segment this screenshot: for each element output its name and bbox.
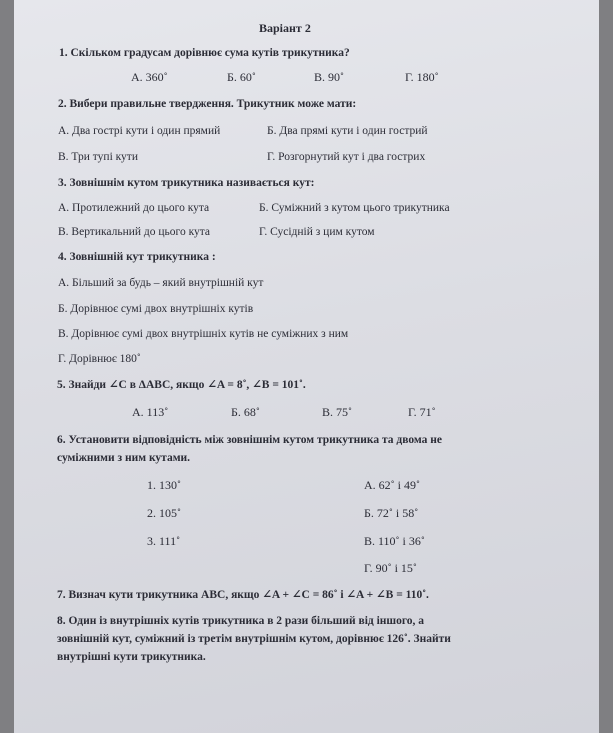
q6-left-3: 3. 111˚ [147,534,181,548]
q4-option-b: Б. Дорівнює сумі двох внутрішніх кутів [58,303,254,315]
q2-option-c: В. Три тупі кути [58,151,138,163]
q1-option-c: В. 90˚ [314,70,344,84]
q2-text: 2. Вибери правильне твердження. Трикутник може мати: [58,98,357,110]
variant-title: Варіант 2 [259,21,311,35]
q6-right-d: Г. 90˚ і 15˚ [364,561,417,575]
q5-option-d: Г. 71˚ [408,405,436,419]
q5-option-b: Б. 68˚ [231,405,260,419]
q6-left-1: 1. 130˚ [147,478,181,492]
q2-option-d: Г. Розгорнутий кут і два гострих [267,151,426,163]
q1-option-b: Б. 60˚ [227,70,256,84]
q1-option-d: Г. 180˚ [405,70,439,84]
q4-option-c: В. Дорівнює сумі двох внутрішніх кутів не суміжних з ним [58,328,349,340]
q2-option-a: А. Два гострі кути і один прямий [58,125,221,137]
q6-right-b: Б. 72˚ і 58˚ [364,506,419,520]
q6-text-line2: суміжними з ним кутами. [57,452,191,464]
worksheet-page [14,0,599,733]
q3-text: 3. Зовнішнім кутом трикутника називається кут: [58,177,315,189]
q1-option-a: А. 360˚ [131,70,168,84]
q6-left-2: 2. 105˚ [147,506,181,520]
q5-option-c: В. 75˚ [322,405,352,419]
q6-text-line1: 6. Установити відповідність між зовнішнім кутом трикутника та двома не [57,434,442,446]
q4-text: 4. Зовнішній кут трикутника : [58,251,216,263]
q8-text-line1: 8. Один із внутрішніх кутів трикутника в 2 рази більший від іншого, а [57,615,425,627]
q4-option-d: Г. Дорівнює 180˚ [58,353,141,365]
q1-text: 1. Скільком градусам дорівнює сума кутів трикутника? [59,47,350,59]
q6-right-c: В. 110˚ і 36˚ [364,534,425,548]
q3-option-a: А. Протилежний до цього кута [58,202,210,214]
q3-option-b: Б. Суміжний з кутом цього трикутника [259,202,450,214]
q6-right-a: А. 62˚ і 49˚ [364,478,420,492]
q5-option-a: А. 113˚ [132,405,169,419]
q4-option-a: А. Більший за будь – який внутрішній кут [58,277,264,289]
q8-text-line3: внутрішні кути трикутника. [57,651,206,663]
q5-text: 5. Знайди ∠C в ΔABC, якщо ∠A = 8˚, ∠B = 101˚. [57,379,306,391]
q7-text: 7. Визнач кути трикутника ABC, якщо ∠A + ∠C = 86˚ і ∠A + ∠B = 110˚. [57,589,429,601]
q8-text-line2: зовнішній кут, суміжний із третім внутрішнім кутом, дорівнює 126˚. Знайти [57,633,451,645]
q2-option-b: Б. Два прямі кути і один гострий [267,125,428,137]
q3-option-d: Г. Сусідній з цим кутом [259,226,375,238]
q3-option-c: В. Вертикальний до цього кута [58,226,211,238]
